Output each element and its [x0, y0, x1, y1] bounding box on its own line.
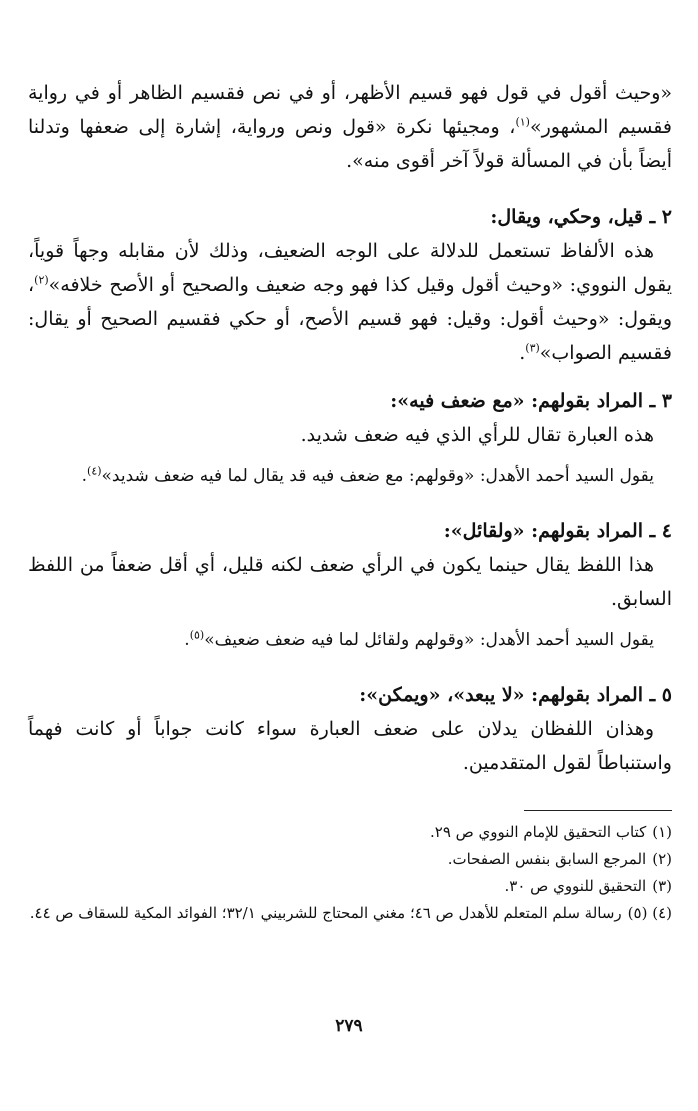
section-5-paragraph: وهذان اللفظان يدلان على ضعف العبارة سواء كانت جواباً أو كانت فهماً واستنباطاً لقول المتقدمين. [28, 718, 672, 774]
footnote-item [28, 846, 672, 873]
footnote-text: المرجع السابق بنفس الصفحات. [447, 850, 647, 868]
intro-text-continued: ، ومجيئها نكرة «قول ونص ورواية، إشارة إلى ضعفها وتدلنا أيضاً بأن في المسألة قولاً آخر أقوى منه». [28, 116, 672, 172]
section-4-paragraph: هذا اللفظ يقال حينما يكون في الرأي ضعف لكنه قليل، أي أقل ضعفاً من اللفظ السابق. [28, 554, 672, 610]
section-3-paragraph: هذه العبارة تقال للرأي الذي فيه ضعف شديد. [300, 424, 654, 446]
section-3-quote [28, 460, 672, 492]
footnote-ref-5: (٥) [189, 628, 205, 642]
section-3-heading: ٣ ـ المراد بقولهم: «مع ضعف فيه»: [390, 390, 672, 412]
section-2-heading: ٢ ـ قيل، وحكي، ويقال: [490, 206, 672, 228]
section-5-heading: ٥ ـ المراد بقولهم: «لا يبعد»، «ويمكن»: [359, 684, 672, 706]
footnote-separator [524, 810, 672, 811]
section-3-quote-text: يقول السيد أحمد الأهدل: «وقولهم: مع ضعف فيه قد يقال لما فيه ضعف شديد» [101, 466, 654, 486]
section-2-text-continued: ، ويقول: «وحيث أقول: وقيل: فهو قسيم الأصح، أو حكي فقسيم الصحيح أو يقال: فقسيم الصواب» [28, 274, 672, 364]
footnote-text: رسالة سلم المتعلم للأهدل ص ٤٦؛ مغني المحتاج للشربيني ٣٢/١؛ الفوائد المكية للسقاف ص ٤٤. [29, 904, 622, 922]
footnote-item [28, 819, 672, 846]
intro-text: «وحيث أقول في قول فهو قسيم الأظهر، أو في نص فقسيم الظاهر أو في رواية فقسيم المشهور» [28, 82, 673, 138]
page-number: ٢٧٩ [335, 1016, 363, 1036]
footnote-ref-3: (٣) [525, 341, 540, 355]
footnote-number: (٢) [652, 850, 672, 868]
footnote-text: كتاب التحقيق للإمام النووي ص ٢٩. [429, 823, 647, 841]
footnote-item [28, 900, 672, 927]
footnote-number: (٣) [652, 877, 672, 895]
section-3-quote-end: . [81, 466, 88, 486]
section-4-quote [28, 624, 672, 656]
section-2-text-end: . [519, 342, 526, 364]
intro-paragraph [28, 76, 672, 178]
footnote-item [28, 873, 672, 900]
section-2-text: هذه الألفاظ تستعمل للدلالة على الوجه الضعيف، وذلك لأن مقابله وجهاً قوياً، يقول النووي: «وحيث أقول وقيل كذا فهو وجه ضعيف والصحيح أو الأصح خلافه» [28, 240, 672, 296]
footnote-ref-2: (٢) [34, 273, 49, 287]
footnote-number: (١) [652, 823, 672, 841]
section-4-quote-text: يقول السيد أحمد الأهدل: «وقولهم ولقائل لما فيه ضعف ضعيف» [204, 630, 654, 650]
footnote-number: (٤) (٥) [627, 904, 672, 922]
section-4-heading: ٤ ـ المراد بقولهم: «ولقائل»: [443, 520, 672, 542]
section-4-quote-end: . [184, 630, 190, 650]
section-2-paragraph [28, 234, 672, 370]
footnotes [28, 819, 672, 927]
footnote-ref-4: (٤) [87, 464, 102, 478]
footnote-text: التحقيق للنووي ص ٣٠. [504, 877, 647, 895]
footnote-ref-1: (١) [515, 115, 530, 129]
